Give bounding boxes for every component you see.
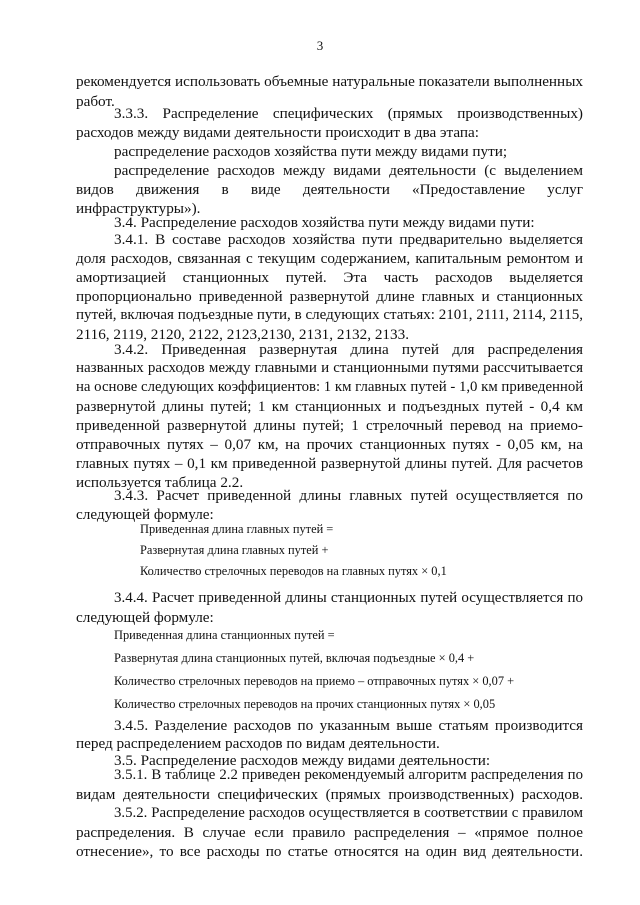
section-3-4-4: 3.4.4. Расчет приведенной длины станционных путей осуществляется по <box>114 590 583 606</box>
text-line: видов движения в виде деятельности «Предоставление услуг <box>76 181 583 198</box>
text-line: используется таблица 2.2. <box>76 474 244 491</box>
formula-station-line: Количество стрелочных переводов на прочих станционных путях × 0,05 <box>114 697 496 711</box>
text-line: работ. <box>76 93 115 110</box>
text-line: амортизацией станционных путей. Эта часть расходов выделяется <box>76 269 583 286</box>
formula-station-line: Количество стрелочных переводов на приемо – отправочных путях × 0,07 + <box>114 674 515 688</box>
formula-station-line: Приведенная длина станционных путей = <box>114 628 335 642</box>
text-line: приведенной развернутой длины путей; 1 стрелочный перевод на приемо- <box>76 417 583 434</box>
section-3-5: 3.5. Распределение расходов между видами деятельности: <box>114 752 491 769</box>
text-line: пропорционально приведенной развернутой длине главных и станционных <box>76 288 583 305</box>
text-line: перед распределением расходов по видам деятельности. <box>76 735 440 752</box>
text-line: распределение расходов хозяйства пути между видами пути; <box>114 143 508 160</box>
section-3-4-2: 3.4.2. Приведенная развернутая длина путей для распределения <box>114 341 583 358</box>
formula-main-line: Приведенная длина главных путей = <box>140 522 334 536</box>
text-line: распределение расходов между видами деятельности (с выделением <box>114 162 583 179</box>
text-line: рекомендуется использовать объемные натуральные показатели выполненных <box>76 73 583 90</box>
section-3-4-1: 3.4.1. В составе расходов хозяйства пути предварительно выделяется <box>114 231 583 248</box>
text-line: названных расходов между главными и станционными путями рассчитывается <box>76 360 583 376</box>
text-line: отнесение», то все расходы по статье относятся на один вид деятельности. <box>76 843 583 860</box>
section-3-3-3: 3.3.3. Распределение специфических (прямых производственных) <box>114 105 583 122</box>
section-3-5-1: 3.5.1. В таблице 2.2 приведен рекомендуемый алгоритм распределения по <box>114 767 583 783</box>
text-line: отправочных путях – 0,07 км, на прочих станционных путях - 0,05 км, на <box>76 436 583 453</box>
page-number: 3 <box>316 38 324 53</box>
text-line: расходов между видами деятельности происходит в два этапа: <box>76 124 479 141</box>
text-line: развернутой длины путей; 1 км станционных и подъездных путей - 0,4 км <box>76 398 583 415</box>
formula-station-line: Развернутая длина станционных путей, включая подъездные × 0,4 + <box>114 651 475 665</box>
text-line: главных путях – 0,1 км приведенной развернутой длины путей. Для расчетов <box>76 455 583 472</box>
section-3-4-5: 3.4.5. Разделение расходов по указанным выше статьям производится <box>114 717 583 734</box>
text-line: распределения. В случае если правило распределения – «прямое полное <box>76 824 583 841</box>
text-line: следующей формуле: <box>76 506 214 523</box>
text-line: следующей формуле: <box>76 609 214 626</box>
section-3-5-2: 3.5.2. Распределение расходов осуществляется в соответствии с правилом <box>114 805 583 821</box>
formula-main-line: Количество стрелочных переводов на главных путях × 0,1 <box>140 564 447 578</box>
text-line: видам деятельности специфических (прямых производственных) расходов. <box>76 786 583 803</box>
section-3-4-3: 3.4.3. Расчет приведенной длины главных путей осуществляется по <box>114 487 583 504</box>
section-3-4: 3.4. Распределение расходов хозяйства пути между видами пути: <box>114 214 535 231</box>
text-line: путей, включая подъездные пути, в следующих статьях: 2101, 2111, 2114, 2115, <box>76 307 583 323</box>
text-line: 2116, 2119, 2120, 2122, 2123,2130, 2131, 2132, 2133. <box>76 326 409 343</box>
text-line: инфраструктуры»). <box>76 200 201 217</box>
text-line: на основе следующих коэффициентов: 1 км главных путей - 1,0 км приведенной <box>76 379 584 395</box>
formula-main-line: Развернутая длина главных путей + <box>140 543 329 557</box>
text-line: доля расходов, связанная с текущим содержанием, капитальным ремонтом и <box>76 250 583 267</box>
